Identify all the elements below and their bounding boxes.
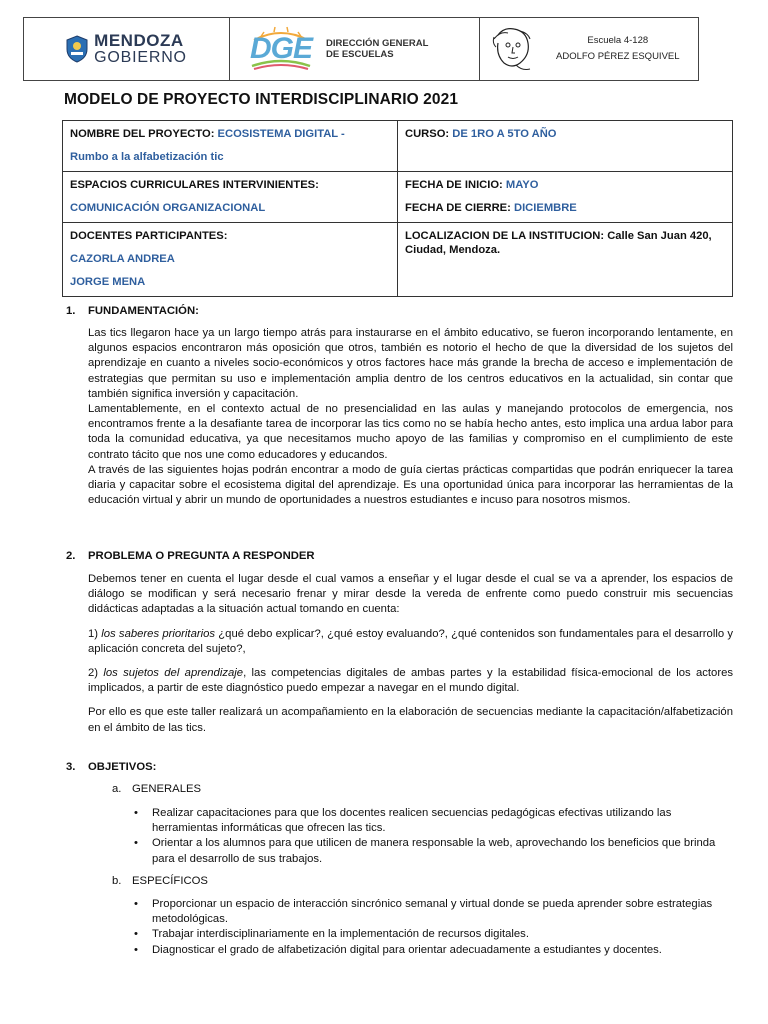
start-date-value: MAYO <box>505 179 539 191</box>
table-row <box>63 121 733 172</box>
mendoza-gobierno-logo <box>24 18 230 80</box>
escuela-name: ADOLFO PÉREZ ESQUIVEL <box>556 51 680 62</box>
section-2-paragraph: 2) los sujetos del aprendizaje, las competencias digitales de ambas partes y la estabilidad física-emocional de los actores implicados, a partir de este diagnóstico puedo empezar a navegar en el mundo digital. <box>88 667 734 695</box>
portrait-sketch-icon <box>490 25 534 73</box>
section-2-paragraph: Por ello es que este taller realizará un acompañamiento en la elaboración de secuencias mediante la capacitación/alfabetización en el ámbito de las tics. <box>88 706 733 734</box>
list-item: • Realizar capacitaciones para que los docentes realicen secuencias pedagógicas efectivas utilizando las herramientas informáticas que ofrecen las tics. <box>134 807 672 835</box>
end-date-value: DICIEMBRE <box>513 202 577 214</box>
list-item: • Diagnosticar el grado de alfabetización digital para orientar adecuadamente a estudiantes y docentes. <box>134 943 662 956</box>
dge-line1: DIRECCIÓN GENERAL <box>326 38 429 49</box>
project-name-cell <box>63 121 398 172</box>
section-2-paragraph: Debemos tener en cuenta el lugar desde el cual vamos a enseñar y el lugar desde el cual se va a aprender, los espacios de diálogo se modifican y será necesario frenar y mirar desde la vereda de enfrente como puedo construir mis secuencias didácticas adaptadas a la situación actual tomando en cuenta: <box>88 573 733 616</box>
end-date-label: FECHA DE CIERRE: <box>405 202 511 214</box>
escuela-number: Escuela 4-128 <box>587 35 649 46</box>
section-2-body <box>88 572 733 736</box>
dates-cell <box>398 172 733 223</box>
project-info-table <box>62 120 733 297</box>
general-objectives-list <box>134 806 734 867</box>
table-row <box>63 172 733 223</box>
document-title: MODELO DE PROYECTO INTERDISCIPLINARIO 2021 <box>64 91 459 108</box>
escuela-logo <box>480 18 698 80</box>
project-name-value: ECOSISTEMA DIGITAL - <box>217 128 345 140</box>
list-item: • Proporcionar un espacio de interacción sincrónico semanal y virtual donde se pueda aprender sobre estrategias metodológicas. <box>134 898 713 926</box>
project-name-subtitle: Rumbo a la alfabetización tic <box>70 151 224 163</box>
list-item: • Trabajar interdisciplinariamente en la implementación de recursos digitales. <box>134 928 529 941</box>
curricular-spaces-cell <box>63 172 398 223</box>
curricular-spaces-value: COMUNICACIÓN ORGANIZACIONAL <box>70 202 266 214</box>
section-1-body <box>88 326 733 508</box>
teachers-cell <box>63 223 398 297</box>
course-value: DE 1RO A 5TO AÑO <box>452 128 557 140</box>
objectives-specific-heading: b. ESPECÍFICOS <box>112 875 208 887</box>
project-name-label: NOMBRE DEL PROYECTO: <box>70 128 215 140</box>
mendoza-shield-icon <box>66 35 88 63</box>
table-row <box>63 223 733 297</box>
teacher-1: CAZORLA ANDREA <box>70 253 175 265</box>
section-1-paragraph: Las tics llegaron hace ya un largo tiempo atrás para instaurarse en el ámbito educativo, se fueron incorporando lentamente, en algunos espacios encontraron más oposición que otros, también es notorio el hecho de que la diversidad de los sujetos del aprendizaje en cuanto a niveles socio-económicos y otros factores hace más grande la brecha de acceso e implementación de estrategias que permitan su uso e implementación amplia dentro de los centros educativos en la actualidad, sin contar que también significa inversión y capacitación. <box>88 327 733 400</box>
section-2-heading: 2. PROBLEMA O PREGUNTA A RESPONDER <box>66 550 315 562</box>
objectives-general-heading: a. GENERALES <box>112 783 202 795</box>
gobierno-text: GOBIERNO <box>94 49 187 66</box>
section-1-heading: 1. FUNDAMENTACIÓN: <box>66 305 199 317</box>
section-3-heading: 3. OBJETIVOS: <box>66 761 157 773</box>
curricular-spaces-label: ESPACIOS CURRICULARES INTERVINIENTES: <box>70 179 319 191</box>
start-date-label: FECHA DE INICIO: <box>405 179 503 191</box>
section-1-paragraph: A través de las siguientes hojas podrán encontrar a modo de guía ciertas prácticas compartidas que podrán enriquecer la tarea diaria y capacitar sobre el ecosistema digital del aprendizaje. Es una oportunidad única para incorporar las herramientas de la educación virtual y abrir un mundo de oportunidades a nuestros estudiantes e incuso para nosotros mismos. <box>88 463 733 507</box>
location-line2: Ciudad, Mendoza. <box>405 244 501 256</box>
section-2-paragraph: 1) los saberes prioritarios ¿qué debo explicar?, ¿qué estoy evaluando?, ¿qué contenidos son fundamentales para el desarrollo y aplicación concreta del sujeto?, <box>88 627 733 655</box>
course-cell <box>398 121 733 172</box>
teacher-2: JORGE MENA <box>70 276 146 288</box>
list-item: • Orientar a los alumnos para que utilicen de manera responsable la web, aprovechando los beneficios que brinda para el desarrollo de sus trabajos. <box>134 837 716 865</box>
course-label: CURSO: <box>405 128 450 140</box>
location-line1: LOCALIZACION DE LA INSTITUCION: Calle San Juan 420, <box>405 230 712 242</box>
section-1-paragraph: Lamentablemente, en el contexto actual de no presencialidad en las aulas y manejando protocolos de emergencia, nos encontramos frente a la desafiante tarea de incorporar las tics como no se había hecho antes, esto implica una ardua labor para toda la comunidad educativa, ya que necesitamos mucho apoyo de las familias y compromiso en el cumplimiento de este contrato tácito que nos une como educadores y educandos. <box>88 403 733 461</box>
specific-objectives-list <box>134 897 734 958</box>
letterhead <box>23 17 699 81</box>
dge-logo-text: DGE <box>250 32 313 65</box>
location-cell <box>398 223 733 297</box>
dge-logo <box>230 18 480 80</box>
mendoza-text: MENDOZA <box>94 31 184 50</box>
teachers-label: DOCENTES PARTICIPANTES: <box>70 230 228 242</box>
dge-line2: DE ESCUELAS <box>326 49 394 60</box>
